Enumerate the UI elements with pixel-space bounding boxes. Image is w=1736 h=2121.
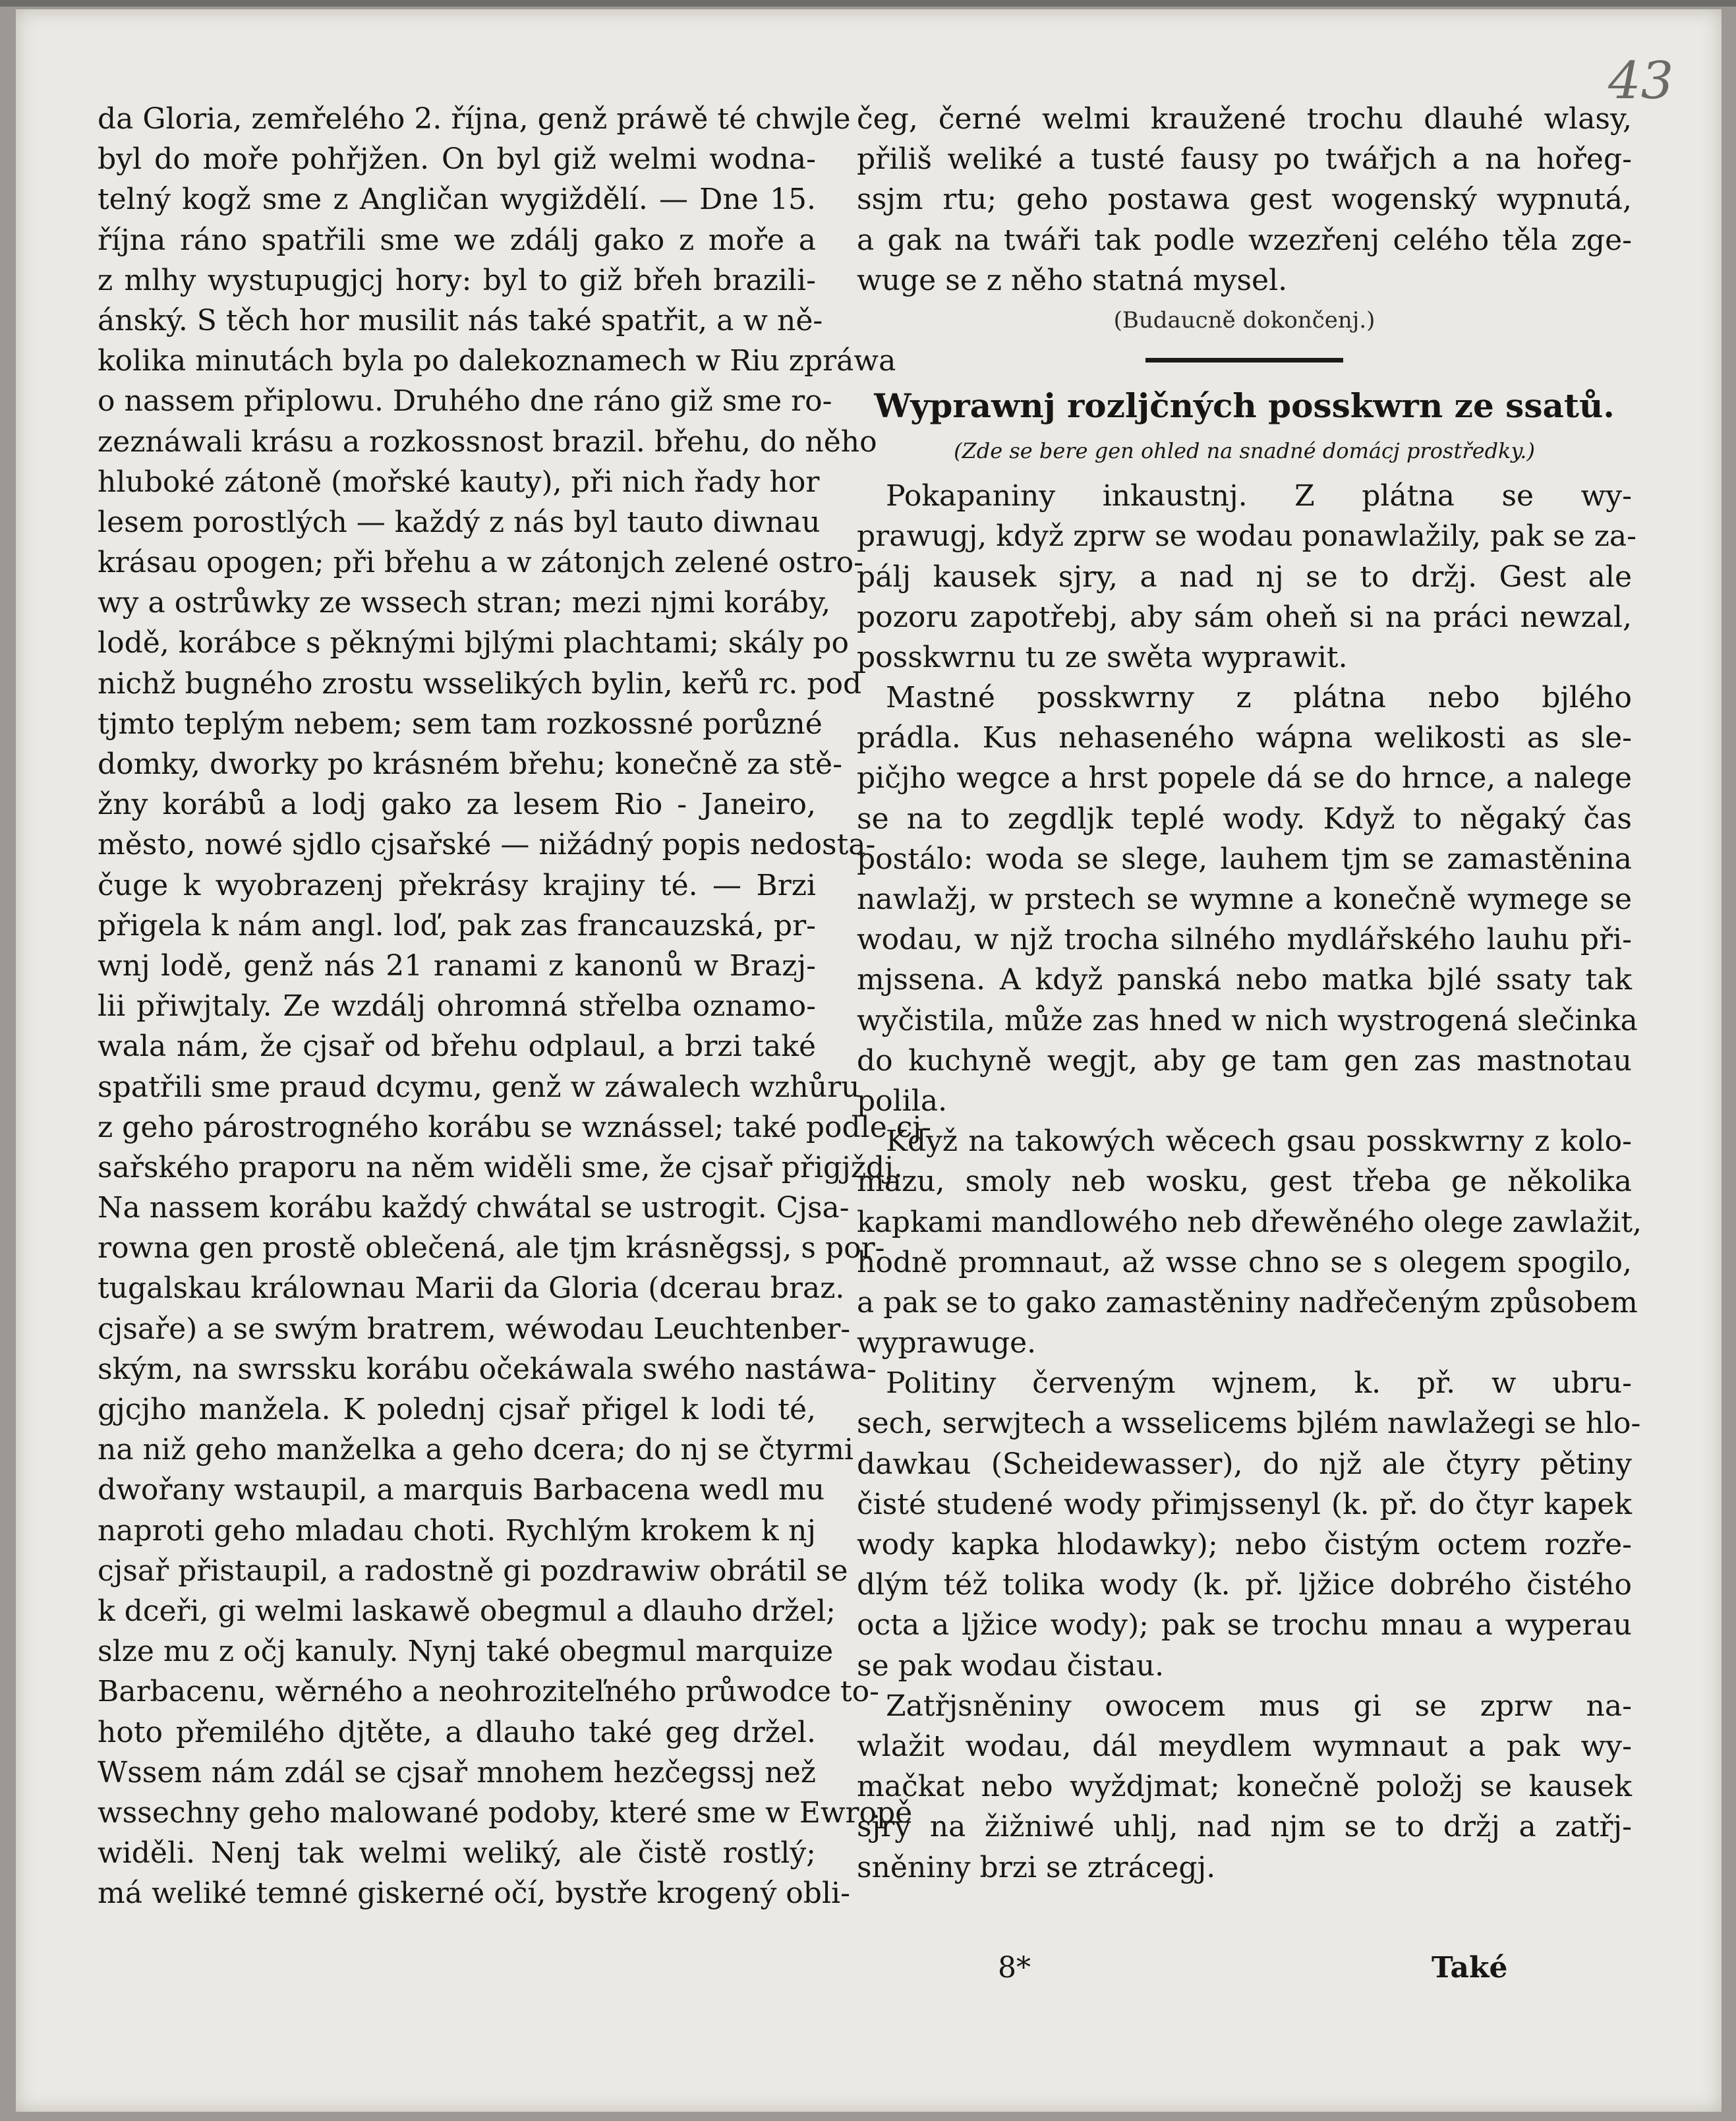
text-line: Na nassem korábu každý chwátal se ustrogit. Cjsa-: [98, 1191, 850, 1225]
text-line: naproti geho mladau choti. Rychlým krokem k nj: [98, 1513, 816, 1548]
text-line: pičjho wegce a hrst popele dá se do hrnce, a nalege: [857, 761, 1632, 796]
text-line: kolika minutách byla po dalekoznamech w Riu zpráwa: [98, 344, 896, 378]
text-line: hoto přemilého djtěte, a dlauho také geg držel.: [98, 1715, 816, 1749]
text-line: čuge k wyobrazenj překrásy krajiny té. — Brzi: [98, 868, 816, 902]
text-line: wyčistila, může zas hned w nich wystrogená slečinka: [857, 1003, 1638, 1037]
text-line: wodau, w njž trocha silného mydlářského lauhu při-: [857, 923, 1632, 957]
text-line: město, nowé sjdlo cjsařské — nižádný popis nedosta-: [98, 828, 876, 862]
text-line: Pokapaniny inkaustnj. Z plátna se wy-: [886, 479, 1632, 513]
text-line: zeznáwali krásu a rozkossnost brazil. břehu, do něho: [98, 424, 877, 459]
text-line: gjcjho manžela. K polednj cjsař přigel k lodi té,: [98, 1393, 816, 1426]
text-line: wlažit wodau, dál meydlem wymnaut a pak wy-: [857, 1729, 1632, 1763]
section-divider-rule: [1145, 358, 1343, 363]
text-line: sařského praporu na něm widěli sme, že cjsař přigjždj.: [98, 1150, 903, 1184]
text-line: wyprawuge.: [857, 1326, 1037, 1360]
right-column: [857, 99, 1642, 1888]
text-line: krásau opogen; při břehu a w zátonjch zelené ostro-: [98, 546, 863, 580]
paragraph: [857, 1121, 1642, 1363]
text-line: sněniny brzi se ztrácegj.: [857, 1850, 1216, 1884]
text-line: cjsař přistaupil, a radostně gi pozdrawiw obrátil se: [98, 1554, 848, 1588]
handwritten-page-number: 43: [1608, 51, 1674, 111]
text-line: spatřili sme praud dcymu, genž w záwalech wzhůru: [98, 1070, 860, 1104]
text-line: ským, na swrssku korábu očekáwala swého nastáwa-: [98, 1352, 877, 1386]
text-line: lodě, korábce s pěknými bjlými plachtami; skály po: [98, 626, 849, 660]
text-line: Mastné posskwrny z plátna nebo bjlého: [886, 681, 1632, 715]
text-line: má weliké temné giskerné očí, bystře krogený obli-: [98, 1876, 850, 1911]
text-line: tjmto teplým nebem; sem tam rozkossné porůzné: [98, 707, 823, 741]
text-line: Politiny červeným wjnem, k. př. w ubru-: [886, 1366, 1632, 1401]
text-line: o nassem připlowu. Druhého dne ráno giž sme ro-: [98, 384, 832, 419]
text-line: prawugj, když zprw se wodau ponawlažily, pak se za-: [857, 519, 1637, 554]
text-line: dawkau (Scheidewasser), do njž ale čtyry pětiny: [857, 1447, 1632, 1481]
text-line: wala nám, že cjsař od břehu odplaul, a brzi také: [98, 1030, 816, 1064]
text-line: na niž geho manželka a geho dcera; do nj se čtyrmi: [98, 1433, 854, 1467]
text-line: hodně promnaut, až wsse chno se s olegem spogilo,: [857, 1245, 1632, 1279]
text-line: lii přiwjtaly. Ze wzdálj ohromná střelba oznamo-: [98, 989, 816, 1024]
text-line: polila.: [857, 1084, 948, 1118]
paragraph: [857, 1363, 1641, 1686]
text-line: pozoru zapotřebj, aby sám oheň si na práci newzal,: [857, 600, 1632, 634]
text-line: čeg, černé welmi kraužené trochu dlauhé wlasy,: [857, 102, 1632, 136]
text-line: da Gloria, zemřelého 2. října, genž práwě té chwjle: [98, 102, 851, 136]
text-line: dlým též tolika wody (k. př. ljžice dobrého čistého: [857, 1568, 1632, 1602]
text-line: Barbacenu, wěrného a neohroziteľného průwodce to-: [98, 1675, 880, 1709]
section-heading: Wyprawnj rozljčných posskwrn ze ssatů.: [874, 386, 1615, 426]
text-line: sech, serwjtech a wsselicems bjlém nawlažegi se hlo-: [857, 1407, 1641, 1441]
continuation-credit: (Budaucně dokončenj.): [1113, 306, 1375, 334]
text-line: dwořany wstaupil, a marquis Barbacena wedl mu: [98, 1473, 825, 1507]
text-line: Zatřjsněniny owocem mus gi se zprw na-: [886, 1689, 1632, 1723]
text-line: ssjm rtu; geho postawa gest wogenský wypnutá,: [857, 183, 1632, 217]
text-line: byl do moře pohřjžen. On byl giž welmi wodna-: [98, 142, 816, 177]
text-line: tugalskau králownau Marii da Gloria (dcerau braz.: [98, 1271, 845, 1306]
text-line: postálo: woda se slege, lauhem tjm se zamastěnina: [857, 842, 1632, 876]
text-line: prádla. Kus nehaseného wápna welikosti as sle-: [857, 721, 1632, 755]
text-line: wody kapka hlodawky); nebo čistým octem rozře-: [857, 1528, 1632, 1561]
text-line: přiliš weliké a tusté fausy po twářjch a na hořeg-: [857, 142, 1632, 177]
text-line: k dceři, gi welmi laskawě obegmul a dlauho držel;: [98, 1594, 836, 1628]
text-line: mačkat nebo wyždjmat; konečně položj se kausek: [857, 1770, 1632, 1804]
paragraph: [857, 678, 1638, 1121]
text-line: nichž bugného zrostu wsselikých bylin, keřů rc. pod: [98, 666, 862, 701]
text-line: žny korábů a lodj gako za lesem Rio - Janeiro,: [98, 788, 816, 822]
text-line: rowna gen prostě oblečená, ale tjm krásněgssj, s por-: [98, 1231, 885, 1265]
text-line: do kuchyně wegjt, aby ge tam gen zas mastnotau: [857, 1043, 1632, 1078]
signature-mark: 8*: [998, 1951, 1031, 1985]
section-note: (Zde se bere gen ohled na snadné domácj prostředky.): [954, 438, 1535, 464]
text-line: wy a ostrůwky ze wssech stran; mezi njmi koráby,: [98, 586, 831, 620]
text-line: se pak wodau čistau.: [857, 1648, 1165, 1683]
text-line: Wssem nám zdál se cjsař mnohem hezčegssj než: [98, 1755, 816, 1789]
catchword: Také: [1432, 1951, 1508, 1985]
text-line: sjry na žižniwé uhlj, nad njm se to držj a zatřj-: [857, 1810, 1632, 1844]
text-line: mazu, smoly neb wosku, gest třeba ge několika: [857, 1165, 1632, 1199]
text-line: a gak na twáři tak podle wzezřenj celého těla zge-: [857, 223, 1632, 257]
scan-top-edge: [0, 0, 1736, 7]
text-line: nawlažj, w prstech se wymne a konečně wymege se: [857, 883, 1632, 916]
text-line: hluboké zátoně (mořské kauty), při nich řady hor: [98, 465, 820, 499]
text-line: října ráno spatřili sme we zdálj gako z moře a: [98, 223, 816, 257]
text-line: wssechny geho malowané podoby, které sme w Ewropě: [98, 1795, 913, 1830]
paragraph: [857, 1686, 1632, 1888]
text-line: wuge se z něho statná mysel.: [857, 263, 1288, 297]
text-line: kapkami mandlowého neb dřewěného olege zawlažit,: [857, 1205, 1642, 1239]
text-line: mjssena. A když panská nebo matka bjlé ssaty tak: [857, 963, 1632, 997]
text-line: wnj lodě, genž nás 21 ranami z kanonů w Brazj-: [98, 948, 816, 983]
text-line: slze mu z očj kanuly. Nynj také obegmul marquize: [98, 1635, 834, 1669]
text-line: octa a ljžice wody); pak se trochu mnau a wyperau: [857, 1608, 1632, 1642]
paragraph: [857, 476, 1637, 678]
text-line: Když na takowých wěcech gsau posskwrny z kolo-: [886, 1124, 1632, 1159]
text-line: se na to zegdljk teplé wody. Když to něgaký čas: [857, 801, 1632, 836]
text-line: z geho párostrogného korábu se wznássel; také podle cj-: [98, 1110, 931, 1144]
text-line: pálj kausek sjry, a nad nj se to držj. Gest ale: [857, 560, 1632, 594]
text-line: posskwrnu tu ze swěta wyprawit.: [857, 640, 1348, 674]
text-line: z mlhy wystupugjcj hory: byl to giž břeh brazili-: [98, 263, 816, 297]
text-line: přigela k nám angl. loď, pak zas francauzská, pr-: [98, 908, 816, 943]
text-line: domky, dworky po krásném břehu; konečně za stě-: [98, 747, 842, 781]
text-line: ánský. S těch hor musilit nás také spatřit, a w ně-: [98, 303, 823, 337]
text-line: widěli. Nenj tak welmi weliký, ale čistě rostlý;: [98, 1836, 816, 1871]
text-line: cjsaře) a se swým bratrem, wéwodau Leuchtenber-: [98, 1312, 851, 1346]
text-line: lesem porostlých — každý z nás byl tauto diwnau: [98, 505, 821, 539]
text-line: a pak se to gako zamastěniny nadřečeným způsobem: [857, 1285, 1638, 1320]
text-line: telný kogž sme z Angličan wygiždělí. — Dne 15.: [98, 183, 816, 217]
text-line: čisté studené wody přimjssenyl (k. př. do čtyr kapek: [857, 1487, 1632, 1521]
